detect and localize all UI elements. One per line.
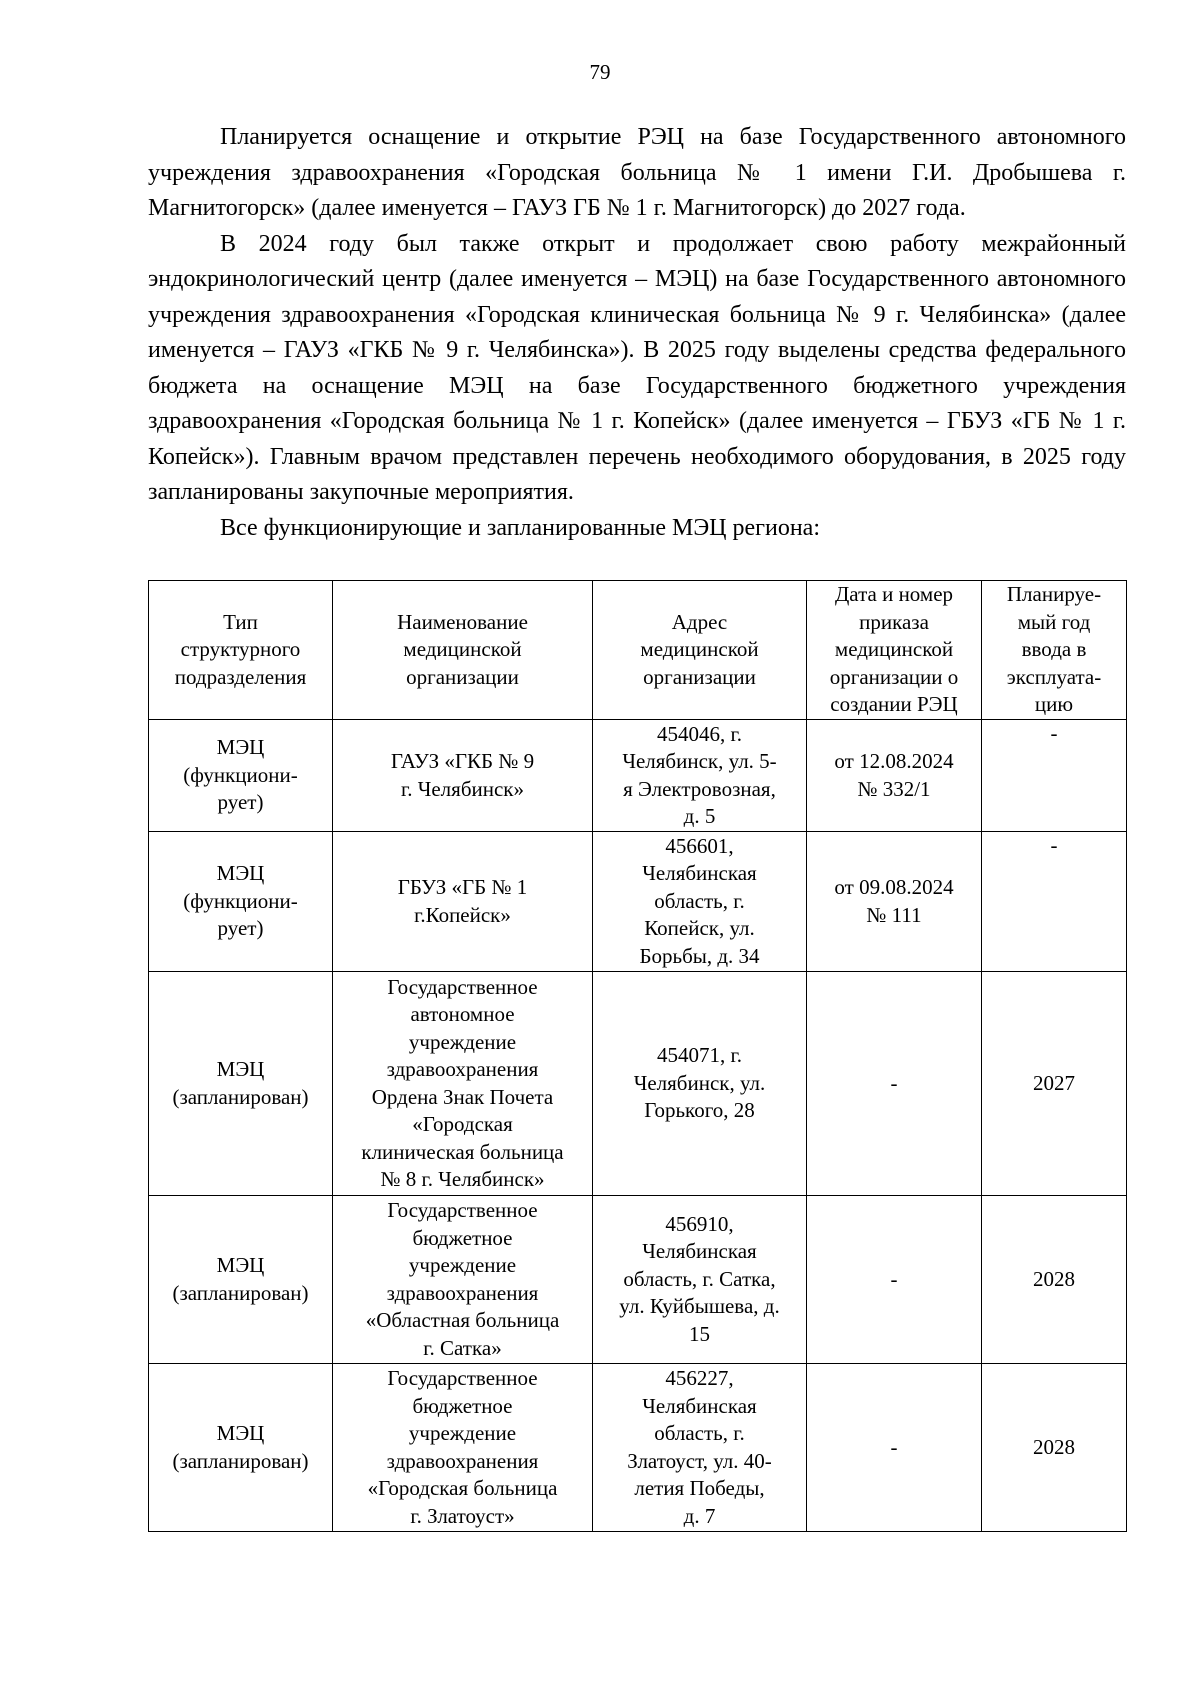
table-row	[149, 972, 1127, 1196]
paragraph-mec-info: В 2024 году был также открыт и продолжает свою работу межрайонный эндокринологический центр (далее именуется – МЭЦ) на базе Государственного автономного учреждения здравоохранения «Городская клиническая больница № 9 г. Челябинска» (далее именуется – ГАУЗ «ГКБ № 9 г. Челябинска»). В 2025 году выделены средства федерального бюджета на оснащение МЭЦ на базе Государственного бюджетного учреждения здравоохранения «Городская больница № 1 г. Копейск» (далее именуется – ГБУЗ «ГБ № 1 г. Копейск»). Главным врачом представлен перечень необходимого оборудования, в 2025 году запланированы закупочные мероприятия.	[148, 230, 1126, 505]
header-address: Адрес медицинской организации	[593, 581, 807, 720]
cell-year: 2028	[982, 1364, 1127, 1532]
header-order: Дата и номер приказа медицинской организации о создании РЭЦ	[807, 581, 982, 720]
cell-order: от 09.08.2024 № 111	[807, 832, 982, 972]
header-year: Планируе- мый год ввода в эксплуата- цию	[982, 581, 1127, 720]
table-row	[149, 1364, 1127, 1532]
cell-type: МЭЦ (функциони- рует)	[149, 832, 333, 972]
table-row	[149, 1196, 1127, 1364]
cell-order: -	[807, 1364, 982, 1532]
table-row	[149, 832, 1127, 972]
cell-year: 2028	[982, 1196, 1127, 1364]
table-row	[149, 720, 1127, 832]
paragraph-rec-plan: Планируется оснащение и открытие РЭЦ на базе Государственного автономного учреждения здравоохранения «Городская больница № 1 имени Г.И. Дробышева г. Магнитогорск» (далее именуется – ГАУЗ ГБ № 1 г. Магнитогорск) до 2027 года.	[148, 124, 1126, 221]
cell-order: от 12.08.2024 № 332/1	[807, 720, 982, 832]
cell-name: ГАУЗ «ГКБ № 9 г. Челябинск»	[333, 720, 593, 832]
header-name: Наименование медицинской организации	[333, 581, 593, 720]
cell-name: Государственное бюджетное учреждение здравоохранения «Городская больница г. Златоуст»	[333, 1364, 593, 1532]
cell-year: -	[982, 720, 1127, 832]
cell-name: ГБУЗ «ГБ № 1 г.Копейск»	[333, 832, 593, 972]
cell-name: Государственное автономное учреждение здравоохранения Ордена Знак Почета «Городская клиническая больница № 8 г. Челябинск»	[333, 972, 593, 1196]
header-type: Тип структурного подразделения	[149, 581, 333, 720]
cell-type: МЭЦ (запланирован)	[149, 972, 333, 1196]
cell-type: МЭЦ (запланирован)	[149, 1364, 333, 1532]
cell-address: 456910, Челябинская область, г. Сатка, ул. Куйбышева, д. 15	[593, 1196, 807, 1364]
page-number: 79	[589, 60, 611, 84]
cell-address: 454071, г. Челябинск, ул. Горького, 28	[593, 972, 807, 1196]
cell-order: -	[807, 972, 982, 1196]
cell-address: 456227, Челябинская область, г. Златоуст, ул. 40- летия Победы, д. 7	[593, 1364, 807, 1532]
cell-address: 456601, Челябинская область, г. Копейск, ул. Борьбы, д. 34	[593, 832, 807, 972]
cell-type: МЭЦ (функциони- рует)	[149, 720, 333, 832]
cell-name: Государственное бюджетное учреждение здравоохранения «Областная больница г. Сатка»	[333, 1196, 593, 1364]
cell-year: 2027	[982, 972, 1127, 1196]
mec-table	[148, 580, 1127, 1532]
cell-order: -	[807, 1196, 982, 1364]
table-caption: Все функционирующие и запланированные МЭЦ региона:	[220, 514, 820, 541]
cell-address: 454046, г. Челябинск, ул. 5- я Электровозная, д. 5	[593, 720, 807, 832]
table-header-row	[149, 581, 1127, 720]
cell-type: МЭЦ (запланирован)	[149, 1196, 333, 1364]
cell-year: -	[982, 832, 1127, 972]
body-text	[148, 120, 1126, 546]
